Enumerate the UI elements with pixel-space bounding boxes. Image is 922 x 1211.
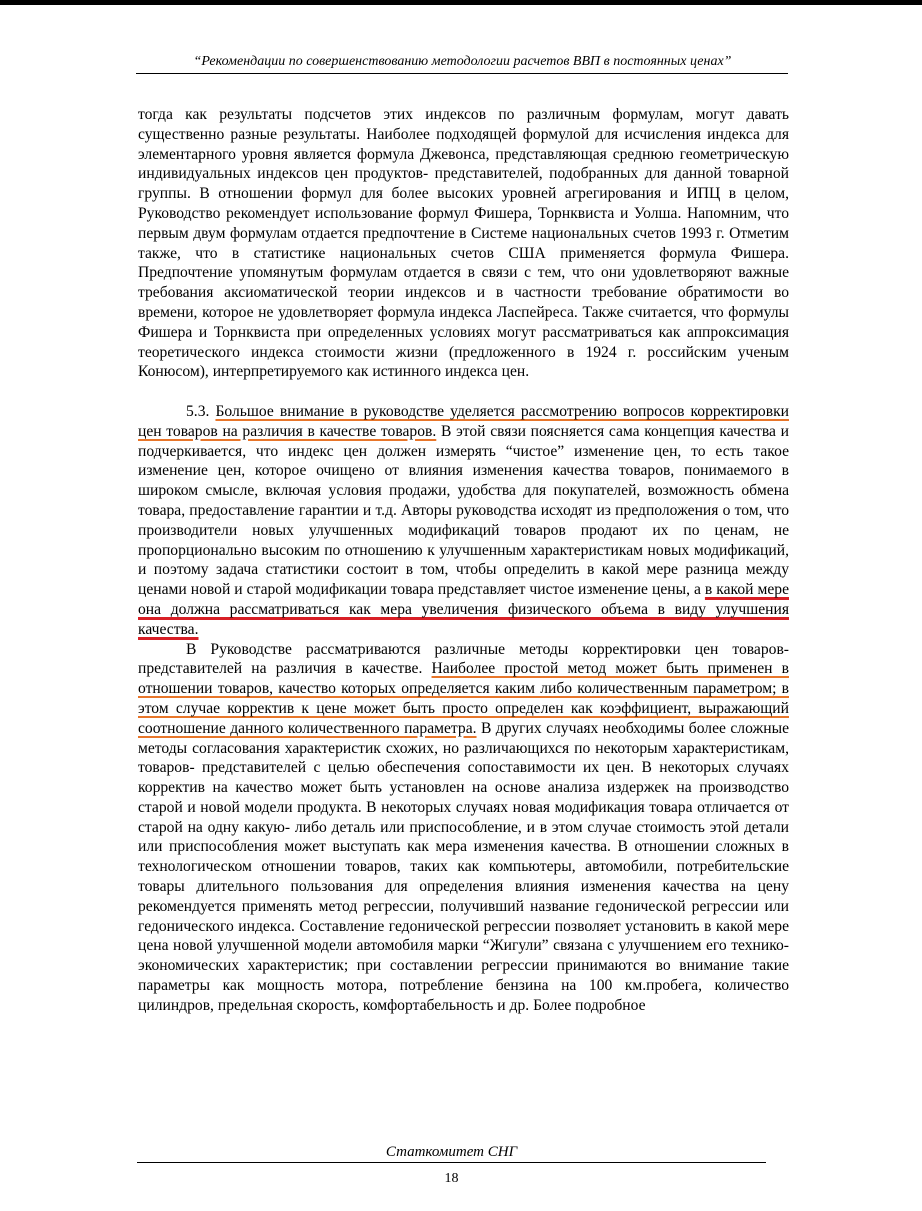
header-rule <box>136 73 788 74</box>
running-header: “Рекомендации по совершенствованию методологии расчетов ВВП в постоянных ценах” <box>193 54 732 69</box>
footer-organization: Статкомитет СНГ <box>385 1144 518 1160</box>
footer-rule <box>137 1162 766 1163</box>
section-number: 5.3. <box>186 402 210 420</box>
paragraph-methods <box>138 640 789 1016</box>
highlighted-text-orange: Наиболее простой метод может быть применен в отношении товаров, качество которых определяется каким либо количественным параметром; в этом случае корректив к цене может быть просто определен как коэффициент, выражающий соотношение данного количественного параметра. <box>138 660 789 737</box>
paragraph-text: В этой связи поясняется сама концепция качества и подчеркивается, что индекс цен должен измерять “чистое” изменение цен, то есть такое изменение цен, которое очищено от влияния изменения качества товаров, понимаемого в широком смысле, включая условия продажи, удобства для покупателей, возможность обмена товара, предоставление гарантии и т.д. Авторы руководства исходят из предположения о том, что производители новых улучшенных модификаций товаров продают их по ценам, не пропорционально высоким по отношению к улучшенным характеристикам новых модификаций, и поэтому задача статистики состоит в том, чтобы определить в какой мере разница между ценами новой и старой модификации товара представляет чистое изменение цены, а <box>138 422 789 599</box>
paragraph-5-3 <box>138 402 789 640</box>
body-text <box>138 105 789 1016</box>
highlighted-text-red: в какой мере она должна рассматриваться как мера увеличения физического объема в виду улучшения качества. <box>138 581 789 638</box>
paragraph-text: В Руководстве рассматриваются различные методы корректировки цен товаров-представителей на различия в качестве. <box>138 640 789 678</box>
paragraph-1: тогда как результаты подсчетов этих индексов по различным формулам, могут давать существенно разные результаты. Наиболее подходящей формулой для исчисления индекса для элементарного уровня является формула Джевонса, представляющая среднюю геометрическую индивидуальных индексов цен продуктов- представителей, подобранных для данной товарной группы. В отношении формул для более высоких уровней агрегирования и ИПЦ в целом, Руководство рекомендует использование формул Фишера, Торнквиста и Уолша. Напомним, что первым двум формулам отдается предпочтение в Системе национальных счетов 1993 г. Отметим также, что в статистике национальных счетов США применяется формула Фишера. Предпочтение упомянутым формулам отдается в связи с тем, что они удовлетворяют важные требования аксиоматической теории индексов и в частности требование обратимости во времени, которое не удовлетворяет формула индекса Ласпейреса. Также считается, что формулы Фишера и Торнквиста при определенных условиях могут рассматриваться как аппроксимация теоретического индекса стоимости жизни (предложенного в 1924 г. российским ученым Конюсом), интерпретируемого как истинного индекса цен. <box>138 106 789 381</box>
top-frame-line <box>0 0 922 5</box>
paragraph-text: В других случаях необходимы более сложные методы согласования характеристик схожих, но различающихся по некоторым характеристикам, товаров- представителей с целью обеспечения сопоставимости их цен. В некоторых случаях корректив на качество может быть установлен на основе анализа издержек на производство старой и новой модели продукта. В некоторых случаях новая модификация товара отличается от старой на одну какую- либо деталь или приспособление, и в этом случае стоимость этой детали или приспособления может выступать как мера изменения качества. В отношении сложных в технологическом отношении товаров, таких как компьютеры, автомобили, потребительские товары длительного пользования для определения влияния изменения качества на цену рекомендуется применять метод регрессии, получивший название гедонической регрессии или гедонического индекса. Составление гедонической регрессии позволяет установить в какой мере цена новой улучшенной модели автомобиля марки “Жигули” связана с улучшением его технико-экономических характеристик; при составлении регрессии принимаются во внимание такие параметры как мощность мотора, потребление бензина на 100 км.пробега, количество цилиндров, предельная скорость, комфортабельность и др. Более подробное <box>138 719 789 1014</box>
page-number: 18 <box>444 1171 459 1186</box>
highlighted-text-orange: Большое внимание в руководстве уделяется рассмотрению вопросов корректировки цен товаров на различия в качестве товаров. <box>138 402 789 440</box>
